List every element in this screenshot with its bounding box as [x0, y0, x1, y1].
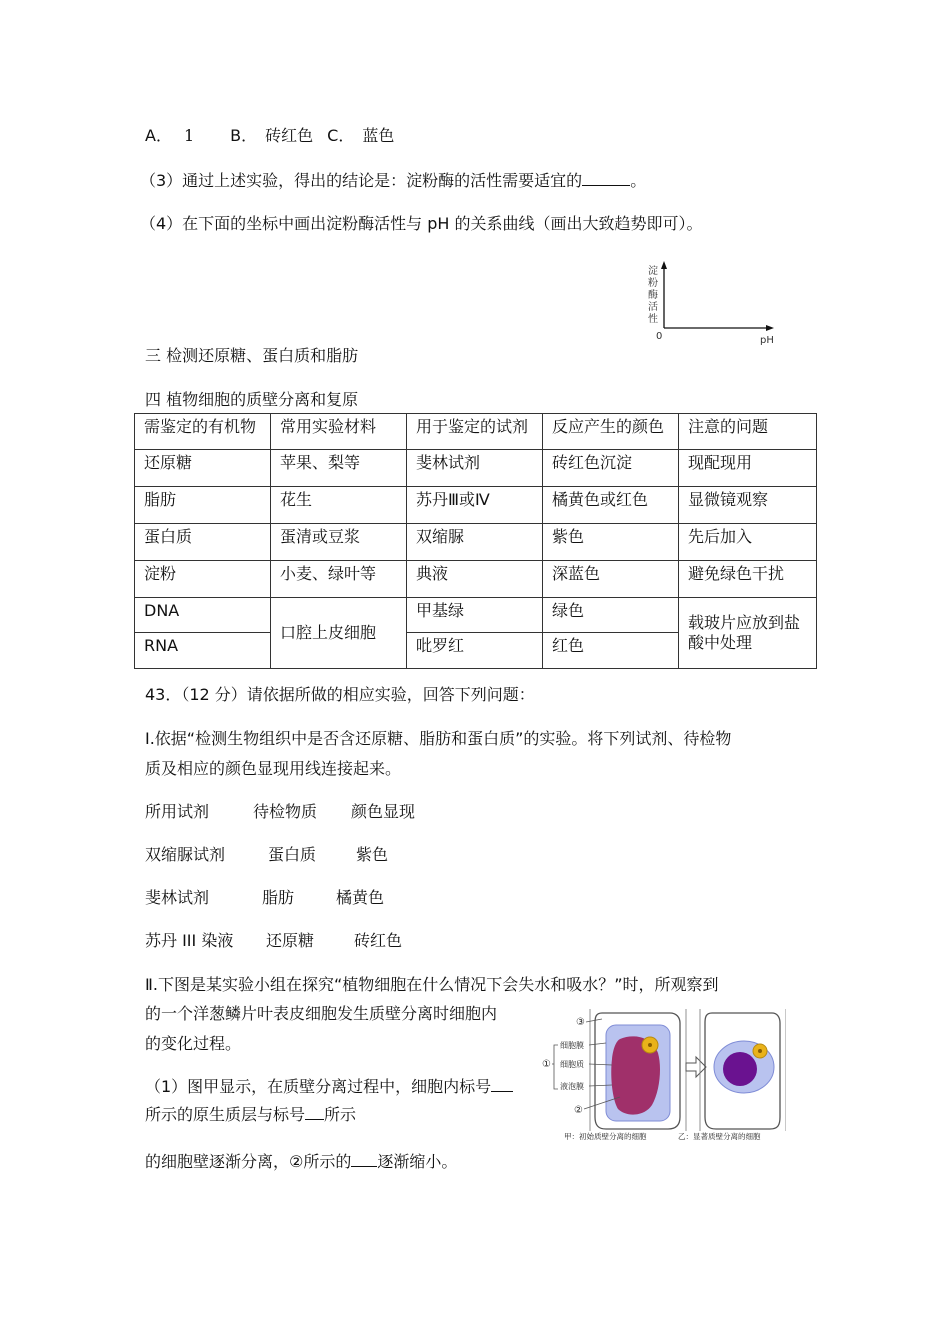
part2-q1-text-2b: 所示	[324, 1105, 357, 1124]
label-3: ③	[576, 1017, 585, 1028]
table-header: 常用实验材料	[271, 414, 407, 450]
table-cell: 避免绿色干扰	[679, 561, 817, 598]
part2-q1-text-3a: 的细胞壁逐渐分离，②所示的	[145, 1152, 352, 1171]
answer-blank[interactable]	[351, 1152, 377, 1167]
match-reagent[interactable]: 苏丹 III 染液	[145, 931, 234, 950]
note-line-1: 载玻片应放到盐	[688, 613, 801, 632]
table-cell: 紫色	[543, 524, 679, 561]
note-line-2: 酸中处理	[688, 633, 753, 652]
options-line	[145, 125, 394, 147]
table-cell: 先后加入	[679, 524, 817, 561]
table-cell: RNA	[135, 633, 271, 669]
table-cell: 红色	[543, 633, 679, 669]
table-header: 反应产生的颜色	[543, 414, 679, 450]
table-cell: 蛋清或豆浆	[271, 524, 407, 561]
y-label-char-3: 酶	[648, 290, 658, 301]
label-2: ②	[574, 1105, 583, 1116]
match-color[interactable]: 砖红色	[354, 931, 403, 950]
part2-line1: Ⅱ.下图是某实验小组在探究“植物细胞在什么情况下会失水和吸水？”时，所观察到	[145, 975, 719, 994]
part2-q1-text-2a: 所示的原生质层与标号	[145, 1105, 306, 1124]
section-4-heading: 四 植物细胞的质壁分离和复原	[145, 390, 359, 409]
vacuole-b	[723, 1052, 757, 1086]
x-axis-arrow	[766, 325, 774, 331]
table-cell: DNA	[135, 598, 271, 633]
table-cell: 砖红色沉淀	[543, 450, 679, 487]
table-cell: 吡罗红	[407, 633, 543, 669]
part1-line2: 质及相应的颜色显现用线连接起来。	[145, 759, 402, 778]
table-row	[135, 561, 817, 598]
table-cell: 深蓝色	[543, 561, 679, 598]
table-cell: 还原糖	[135, 450, 271, 487]
origin-label: 0	[656, 331, 663, 342]
ph-axes[interactable]	[640, 258, 790, 350]
match-substance[interactable]: 脂肪	[262, 888, 295, 907]
section-3-heading: 三 检测还原糖、蛋白质和脂肪	[145, 346, 359, 365]
table-cell: 脂肪	[135, 487, 271, 524]
part2-q1-line1	[145, 1076, 513, 1098]
match-header-3: 颜色显现	[351, 802, 416, 821]
table-cell: 淀粉	[135, 561, 271, 598]
table-cell: 蛋白质	[135, 524, 271, 561]
reagent-table	[134, 413, 817, 669]
question-3	[140, 170, 646, 192]
question-3-end: 。	[630, 171, 647, 190]
table-header: 需鉴定的有机物	[135, 414, 271, 450]
answer-blank[interactable]	[305, 1105, 324, 1120]
table-row	[135, 487, 817, 524]
option-c-label: C．	[327, 126, 355, 145]
match-substance[interactable]: 蛋白质	[268, 845, 317, 864]
match-header-2: 待检物质	[253, 802, 318, 821]
match-substance[interactable]: 还原糖	[266, 931, 315, 950]
part2-q1-text-1: （1）图甲显示，在质壁分离过程中，细胞内标号	[145, 1077, 492, 1096]
part2-line2: 的一个洋葱鳞片叶表皮细胞发生质壁分离时细胞内	[145, 1004, 498, 1023]
caption-b: 乙：显著质壁分离的细胞	[678, 1132, 761, 1141]
part1-line1: Ⅰ.依据“检测生物组织中是否含还原糖、脂肪和蛋白质”的实验。将下列试剂、待检物	[145, 729, 732, 748]
table-cell: 绿色	[543, 598, 679, 633]
y-axis-arrow	[661, 261, 667, 269]
question-3-text: （3）通过上述实验，得出的结论是：淀粉酶的活性需要适宜的	[140, 171, 583, 190]
question-43-title: 43．（12 分）请依据所做的相应实验，回答下列问题：	[145, 685, 535, 704]
table-cell: 甲基绿	[407, 598, 543, 633]
answer-blank[interactable]	[491, 1077, 513, 1092]
option-b-text: 砖红色	[265, 126, 314, 145]
table-header-row	[135, 414, 817, 450]
table-row	[135, 450, 817, 487]
table-row	[135, 598, 817, 633]
table-row	[135, 524, 817, 561]
option-a-text: 1	[183, 126, 195, 145]
y-label-char-4: 活	[648, 302, 658, 313]
part2-line3: 的变化过程。	[145, 1034, 242, 1053]
table-cell: 小麦、绿叶等	[271, 561, 407, 598]
table-cell: 橘黄色或红色	[543, 487, 679, 524]
table-cell-shared-note	[679, 598, 817, 669]
part2-q1-line3	[145, 1151, 457, 1173]
match-color[interactable]: 紫色	[356, 845, 389, 864]
table-cell-shared-material: 口腔上皮细胞	[271, 598, 407, 669]
plasmolysis-figure	[540, 1005, 786, 1145]
match-color[interactable]: 橘黄色	[336, 888, 385, 907]
table-cell: 苏丹Ⅲ或Ⅳ	[407, 487, 543, 524]
table-cell: 现配现用	[679, 450, 817, 487]
match-reagent[interactable]: 双缩脲试剂	[145, 845, 226, 864]
table-cell: 双缩脲	[407, 524, 543, 561]
y-label-char-1: 淀	[648, 266, 658, 277]
label-1: ①	[542, 1059, 551, 1070]
x-axis-label: pH	[760, 335, 774, 346]
table-cell: 典液	[407, 561, 543, 598]
part2-q1-text-3b: 逐渐缩小。	[377, 1152, 458, 1171]
label-vacuole-membrane: 液泡膜	[560, 1082, 584, 1091]
y-label-char-2: 粉	[648, 278, 658, 289]
label-membrane: 细胞膜	[560, 1041, 584, 1050]
table-cell: 苹果、梨等	[271, 450, 407, 487]
table-header: 用于鉴定的试剂	[407, 414, 543, 450]
option-b-label: B．	[230, 126, 258, 145]
table-cell: 显微镜观察	[679, 487, 817, 524]
part2-q1-line2	[145, 1104, 356, 1126]
option-c-text: 蓝色	[362, 126, 395, 145]
table-cell: 斐林试剂	[407, 450, 543, 487]
match-reagent[interactable]: 斐林试剂	[145, 888, 210, 907]
table-header: 注意的问题	[679, 414, 817, 450]
label-cytoplasm: 细胞质	[560, 1060, 584, 1069]
option-a-label: A．	[145, 126, 172, 145]
y-label-char-5: 性	[648, 314, 658, 325]
caption-a: 甲：初始质壁分离的细胞	[564, 1132, 647, 1141]
match-header-1: 所用试剂	[145, 802, 210, 821]
table-cell: 花生	[271, 487, 407, 524]
question-4: （4）在下面的坐标中画出淀粉酶活性与 pH 的关系曲线（画出大致趋势即可）。	[140, 214, 703, 233]
answer-blank[interactable]	[582, 171, 630, 186]
